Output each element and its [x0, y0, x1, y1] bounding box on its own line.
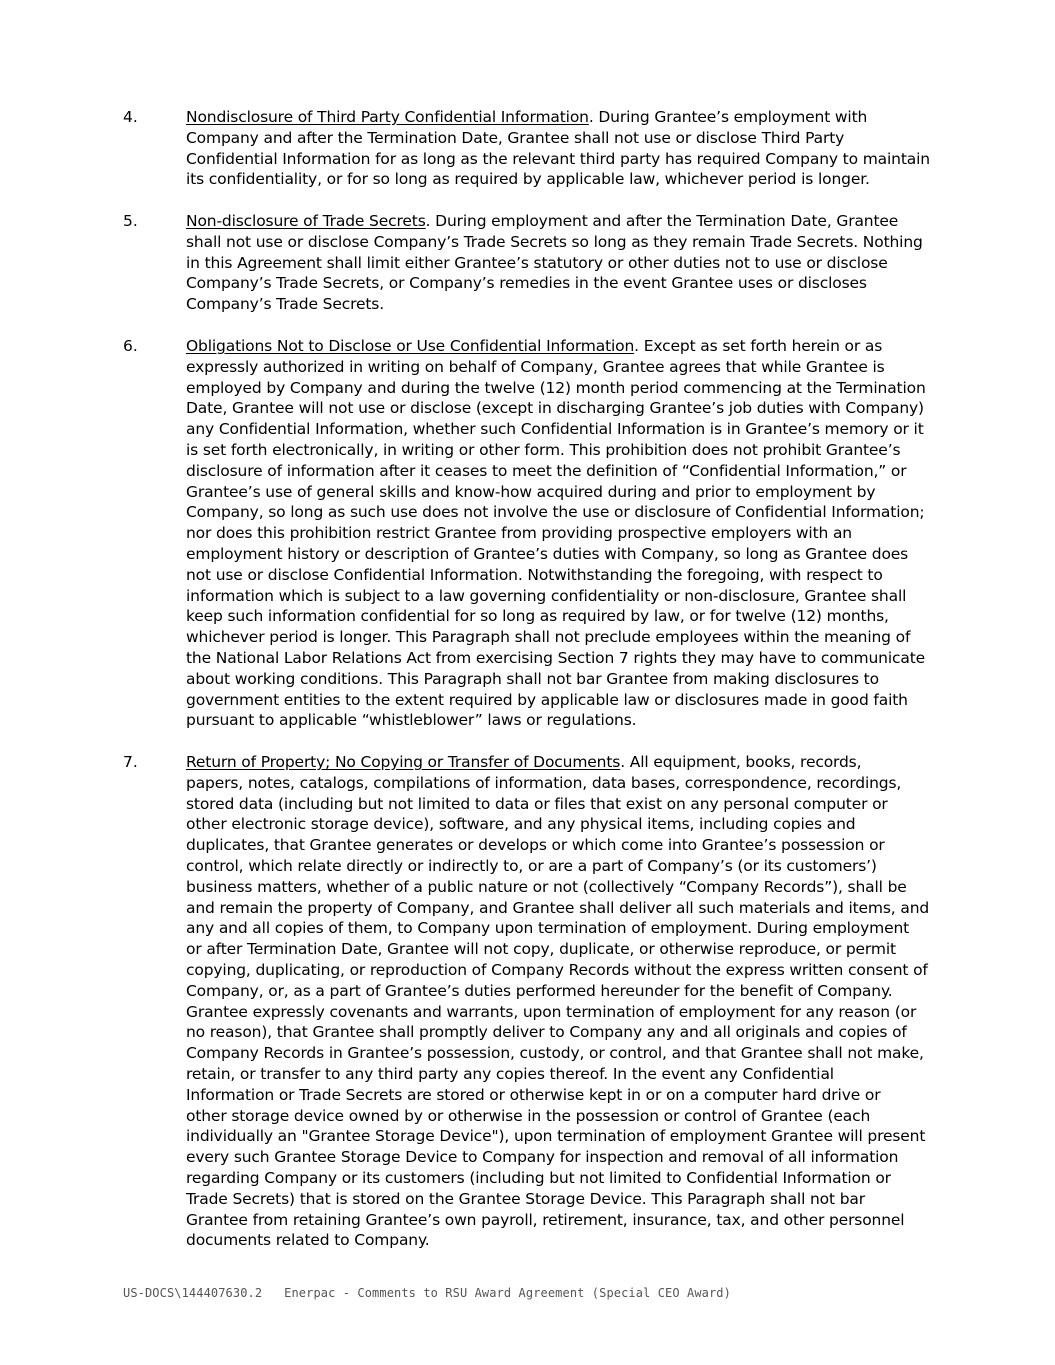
- section-line: Company’s Trade Secrets, or Company’s remedies in the event Grantee uses or discloses: [186, 274, 867, 293]
- section-heading: Non-disclosure of Trade Secrets: [186, 212, 426, 230]
- section-line: individually an "Grantee Storage Device"), upon termination of employment Grantee will present: [186, 1127, 926, 1146]
- section-line: about working conditions. This Paragraph shall not bar Grantee from making disclosures to: [186, 669, 879, 688]
- section-line: and remain the property of Company, and Grantee shall deliver all such materials and items, and: [186, 898, 930, 917]
- section-line: other storage device owned by or otherwise in the possession or control of Grantee (each: [186, 1106, 871, 1125]
- section-first-line: [186, 211, 936, 232]
- section-number: 7.: [123, 753, 138, 771]
- section-line: duplicates, that Grantee generates or develops or which come into Grantee’s possession or: [186, 836, 885, 855]
- section-line: in this Agreement shall limit either Grantee’s statutory or other duties not to use or disclose: [186, 253, 888, 272]
- page-footer: [123, 1286, 731, 1300]
- section-number: 6.: [123, 337, 138, 355]
- section-line: papers, notes, catalogs, compilations of information, data bases, correspondence, recordings,: [186, 773, 902, 792]
- section-line: any and all copies of them, to Company upon termination of employment. During employment: [186, 919, 910, 938]
- section-body: [186, 107, 936, 190]
- section-line: stored data (including but not limited to data or files that exist on any personal computer or: [186, 794, 888, 813]
- section-line: retain, or transfer to any third party any copies thereof. In the event any Confidential: [186, 1064, 834, 1083]
- section-line: Company, so long as such use does not involve the use or disclosure of Confidential Information;: [186, 503, 925, 522]
- section-first-line: [186, 336, 936, 357]
- section-line: Trade Secrets) that is stored on the Grantee Storage Device. This Paragraph shall not bar: [186, 1189, 865, 1208]
- section-line: Company, or, as a part of Grantee’s duties performed hereunder for the benefit of Company.: [186, 981, 893, 1000]
- section-number: 4.: [123, 108, 138, 126]
- section-line: employment history or description of Grantee’s duties with Company, so long as Grantee does: [186, 544, 909, 563]
- section-line: the National Labor Relations Act from exercising Section 7 rights they may have to communicate: [186, 648, 926, 667]
- section-body: [186, 211, 936, 315]
- section-first-line-text: . During Grantee’s employment with: [588, 108, 868, 126]
- section-line: regarding Company or its customers (including but not limited to Confidential Information or: [186, 1168, 891, 1187]
- section-line: business matters, whether of a public nature or not (collectively “Company Records”), shall be: [186, 877, 907, 896]
- section-heading: Return of Property; No Copying or Transfer of Documents: [186, 753, 621, 771]
- section-line: nor does this prohibition restrict Grantee from providing prospective employers with an: [186, 524, 852, 543]
- section-line: control, which relate directly or indirectly to, or are a part of Company’s (or its customers’): [186, 856, 877, 875]
- section-line: no reason), that Grantee shall promptly deliver to Company any and all originals and copies of: [186, 1023, 907, 1042]
- section-line: is set forth electronically, in writing or other form. This prohibition does not prohibit Grantee’s: [186, 440, 901, 459]
- section-line: Company’s Trade Secrets.: [186, 295, 384, 314]
- section-line: pursuant to applicable “whistleblower” laws or regulations.: [186, 711, 637, 730]
- section-line: Grantee expressly covenants and warrants, upon termination of employment for any reason (or: [186, 1002, 917, 1021]
- section-number: 5.: [123, 212, 138, 230]
- section-line: disclosure of information after it ceases to meet the definition of “Confidential Information,” or: [186, 461, 907, 480]
- section-first-line-text: . During employment and after the Termination Date, Grantee: [425, 212, 899, 230]
- section-line: its confidentiality, or for so long as required by applicable law, whichever period is longer.: [186, 170, 870, 189]
- section-line: Date, Grantee will not use or disclose (except in discharging Grantee’s job duties with Company): [186, 399, 924, 418]
- section-line: any Confidential Information, whether such Confidential Information is in Grantee’s memory or it: [186, 420, 924, 439]
- section-line: Grantee from retaining Grantee’s own payroll, retirement, insurance, tax, and other personnel: [186, 1210, 905, 1229]
- footer-doc-id: US-DOCS\144407630.2: [123, 1286, 263, 1300]
- section-line: Company Records in Grantee’s possession, custody, or control, and that Grantee shall not make,: [186, 1044, 924, 1063]
- section-first-line-text: . Except as set forth herein or as: [634, 337, 883, 355]
- section-first-line: [186, 107, 936, 128]
- section-heading: Obligations Not to Disclose or Use Confidential Information: [186, 337, 635, 355]
- section-body: [186, 336, 936, 731]
- section-line: keep such information confidential for so long as required by law, or for twelve (12) months,: [186, 607, 889, 626]
- section-line: Information or Trade Secrets are stored or otherwise kept in or on a computer hard drive or: [186, 1085, 881, 1104]
- section-line: government entities to the extent required by applicable law or disclosures made in good faith: [186, 690, 908, 709]
- section-line: information which is subject to a law governing confidentiality or non-disclosure, Grantee shall: [186, 586, 907, 605]
- footer-title: Enerpac - Comments to RSU Award Agreement (Special CEO Award): [284, 1286, 731, 1300]
- section-line: copying, duplicating, or reproduction of Company Records without the express written consent of: [186, 960, 928, 979]
- section-line: other electronic storage device), software, and any physical items, including copies and: [186, 815, 856, 834]
- section-line: Confidential Information for as long as the relevant third party has required Company to maintain: [186, 149, 930, 168]
- section-line: employed by Company and during the twelve (12) month period commencing at the Termination: [186, 378, 926, 397]
- section-line: not use or disclose Confidential Information. Notwithstanding the foregoing, with respect to: [186, 565, 883, 584]
- section-line: Grantee’s use of general skills and know-how acquired during and prior to employment by: [186, 482, 876, 501]
- section-line: every such Grantee Storage Device to Company for inspection and removal of all information: [186, 1148, 899, 1167]
- section-body: [186, 752, 936, 1251]
- section-heading: Nondisclosure of Third Party Confidential Information: [186, 108, 589, 126]
- section-first-line-text: . All equipment, books, records,: [620, 753, 862, 771]
- section-first-line: [186, 752, 936, 773]
- section-line: shall not use or disclose Company’s Trade Secrets so long as they remain Trade Secrets. Nothing: [186, 232, 923, 251]
- section-line: documents related to Company.: [186, 1231, 430, 1250]
- section-line: whichever period is longer. This Paragraph shall not preclude employees within the meaning of: [186, 628, 911, 647]
- section-line: or after Termination Date, Grantee will not copy, duplicate, or otherwise reproduce, or permit: [186, 940, 896, 959]
- section-line: Company and after the Termination Date, Grantee shall not use or disclose Third Party: [186, 128, 845, 147]
- section-line: expressly authorized in writing on behalf of Company, Grantee agrees that while Grantee is: [186, 357, 885, 376]
